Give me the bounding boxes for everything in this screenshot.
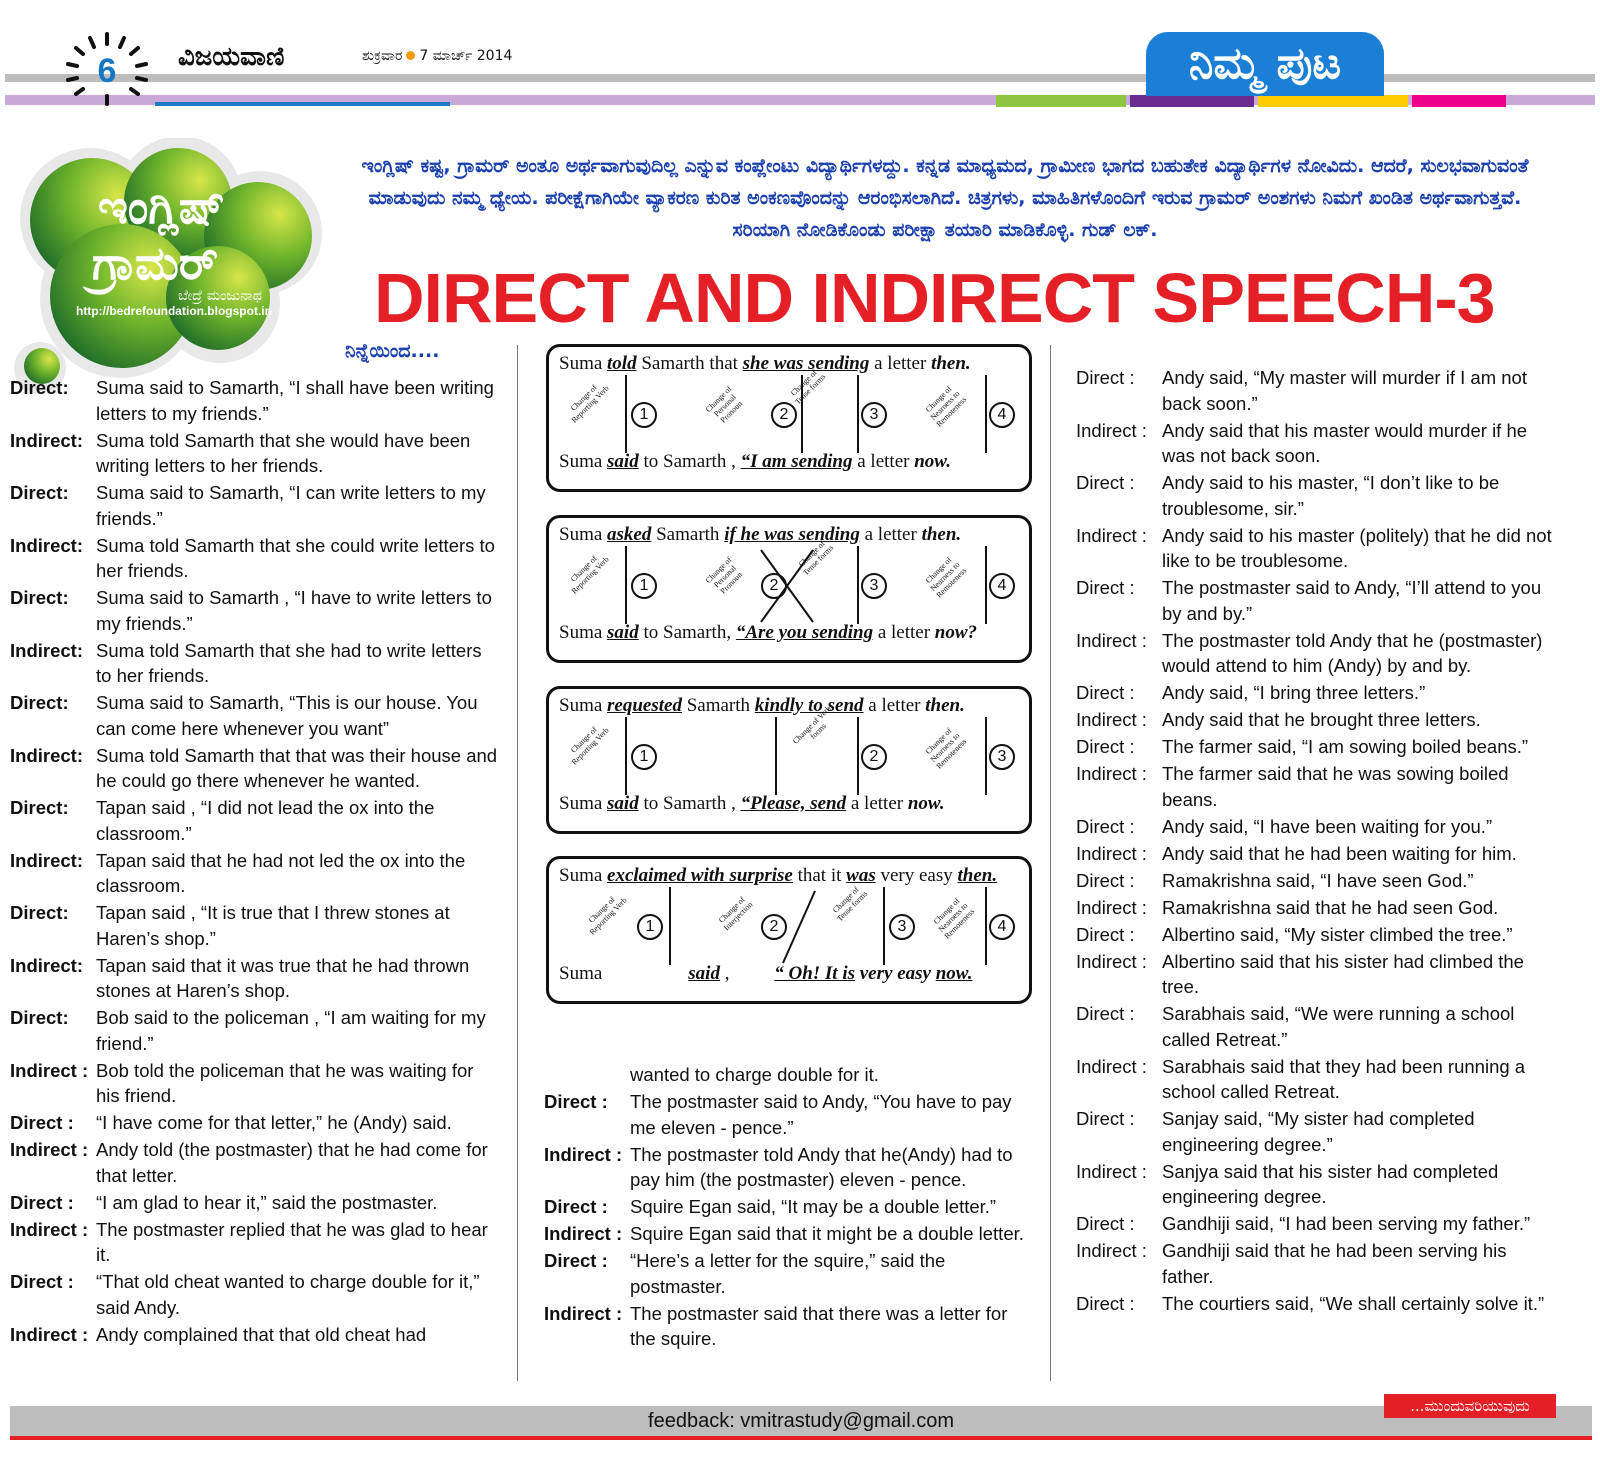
entry-text: Gandhiji said that he had been serving his father. xyxy=(1162,1240,1507,1287)
diagram-number: 2 xyxy=(761,914,787,940)
entry-text: Squire Egan said, “It may be a double letter.” xyxy=(630,1196,997,1217)
diagram-number: 3 xyxy=(861,402,887,428)
entry-label: Indirect : xyxy=(10,1139,89,1160)
indirect-entry xyxy=(10,638,500,689)
entry-text: Tapan said , “I did not lead the ox into the classroom.” xyxy=(96,797,435,844)
diagram-tag: Change of Interjection xyxy=(716,894,755,933)
entry-label: Indirect : xyxy=(1076,950,1147,972)
entry-label: Indirect: xyxy=(10,534,83,556)
diagram-number: 1 xyxy=(637,914,663,940)
diagram-tag: Change of Tense forms xyxy=(788,367,828,407)
indirect-entry xyxy=(1076,895,1560,921)
entry-label: Indirect : xyxy=(1076,1160,1147,1182)
entry-label: Indirect : xyxy=(1076,629,1147,651)
entry-text: The farmer said that he was sowing boiled beans. xyxy=(1162,763,1509,810)
entry-label: Indirect: xyxy=(10,639,83,661)
entry-label: Direct: xyxy=(10,587,69,608)
diagram-line xyxy=(625,375,627,453)
diagram-request xyxy=(546,686,1032,834)
entry-label: Indirect: xyxy=(10,429,83,451)
entry-text: The postmaster said to Andy, “You have to pay me eleven - pence.” xyxy=(630,1091,1012,1138)
entry-text: Sarabhais said, “We were running a school called Retreat.” xyxy=(1162,1003,1515,1050)
diagram-line xyxy=(775,717,777,795)
color-block-pink xyxy=(1412,95,1506,107)
page-number: 6 xyxy=(97,52,117,90)
header-blue-strip xyxy=(155,102,450,106)
entry-label: Direct : xyxy=(1076,682,1135,703)
direct-entry xyxy=(1076,680,1560,706)
entry-text: Andy complained that that old cheat had xyxy=(96,1323,427,1345)
entry-label: Indirect : xyxy=(1076,1240,1147,1261)
indirect-entry xyxy=(10,1322,500,1348)
entry-label: Indirect : xyxy=(10,1218,89,1240)
logo-author: ಬೇದ್ರೆ ಮಂಜುನಾಥ xyxy=(178,288,262,304)
direct-entry xyxy=(10,690,500,741)
feedback-footer: feedback: vmitrastudy@gmail.com xyxy=(10,1406,1592,1436)
indirect-entry xyxy=(1076,523,1560,574)
diagram-line xyxy=(625,717,627,795)
indirect-entry xyxy=(1076,761,1560,812)
entry-text: The postmaster told Andy that he(Andy) had to pay him (the postmaster) eleven - pence. xyxy=(630,1143,1013,1190)
indirect-entry xyxy=(10,428,500,479)
diagram-tag: Change of Personal Pronoun xyxy=(703,384,745,425)
entry-label: Direct : xyxy=(1076,367,1135,388)
entry-label: Direct : xyxy=(1076,1213,1135,1234)
entry-text: Suma told Samarth that she could write letters to her friends. xyxy=(96,534,495,581)
entry-text: Andy said to his master, “I don’t like to be troublesome, sir.” xyxy=(1162,472,1500,519)
diagram-number: 4 xyxy=(989,573,1015,599)
entry-text: Sarabhais said that they had been running a school called Retreat. xyxy=(1162,1055,1526,1102)
color-block-green xyxy=(996,95,1126,107)
diagram-tag: Change of Tense forms xyxy=(796,538,836,578)
indirect-entry xyxy=(10,1058,500,1109)
diagram-line xyxy=(857,546,859,624)
color-block-yellow xyxy=(1258,95,1408,107)
entry-text: Gandhiji said, “I had been serving my father.” xyxy=(1162,1213,1531,1234)
entry-text: Tapan said that he had not led the ox into the classroom. xyxy=(96,849,466,896)
entry-label: Indirect : xyxy=(1076,763,1147,784)
diagram-number: 1 xyxy=(631,402,657,428)
indirect-entry xyxy=(10,848,500,899)
diagram-bottom-sentence: Suma said , “ Oh! It is very easy now. xyxy=(559,963,973,984)
entry-label: Indirect : xyxy=(544,1143,623,1165)
diagram-tag: Change of Reporting Verb xyxy=(568,382,611,425)
direct-entry xyxy=(10,900,500,951)
entry-text: The courtiers said, “We shall certainly solve it.” xyxy=(1162,1292,1545,1314)
entry-text: Albertino said, “My sister climbed the tree.” xyxy=(1162,923,1513,945)
entry-text: “I am glad to hear it,” said the postmaster. xyxy=(96,1191,438,1213)
diagram-tag: Change of Nearness to Remoteness xyxy=(923,555,969,600)
entry-label: Indirect : xyxy=(1076,842,1147,864)
entry-label: Indirect : xyxy=(1076,709,1147,730)
direct-entry xyxy=(1076,868,1560,894)
diagram-top-sentence: Suma requested Samarth kindly to send a letter then. xyxy=(559,695,965,716)
direct-entry xyxy=(10,1190,500,1216)
logo-title-line1: ಇಂಗ್ಲಿಷ್ xyxy=(98,180,226,234)
entry-label: Direct : xyxy=(1076,736,1135,757)
direct-entry xyxy=(10,480,500,531)
diagram-tag: Change of Nearness to Remoteness xyxy=(923,384,969,429)
entry-label: Indirect: xyxy=(10,849,83,871)
entry-label: Indirect : xyxy=(1076,419,1147,441)
entry-label: Indirect : xyxy=(10,1323,89,1345)
diagram-tag: Change of Verb forms xyxy=(790,703,833,746)
direct-entry xyxy=(10,795,500,846)
direct-entry xyxy=(1076,470,1560,521)
entry-text: Tapan said , “It is true that I threw stones at Haren’s shop.” xyxy=(96,902,450,949)
diagram-top-sentence: Suma exclaimed with surprise that it was very easy then. xyxy=(559,865,998,886)
entry-label: Indirect : xyxy=(1076,1055,1147,1077)
entry-text: Sanjya said that his sister had completed engineering degree. xyxy=(1162,1160,1499,1207)
entry-label: Indirect : xyxy=(544,1223,623,1244)
direct-entry xyxy=(1076,922,1560,948)
entry-label: Direct : xyxy=(10,1271,74,1292)
diagram-number: 4 xyxy=(989,402,1015,428)
entry-label: Direct : xyxy=(1076,1003,1135,1024)
entry-text: Bob told the policeman that he was waiting for his friend. xyxy=(96,1059,474,1106)
indirect-entry xyxy=(1076,1054,1560,1105)
diagram-tag: Change of Reporting Verb xyxy=(586,894,629,937)
entry-text: Andy told (the postmaster) that he had come for that letter. xyxy=(96,1139,488,1186)
direct-entry xyxy=(1076,734,1560,760)
column-2-lead: wanted to charge double for it. xyxy=(630,1064,879,1085)
entry-text: The postmaster told Andy that he (postmaster) would attend to him (Andy) by and by. xyxy=(1162,629,1543,676)
entry-text: Suma said to Samarth, “I shall have been writing letters to my friends.” xyxy=(96,377,494,424)
continued-from-label: ನಿನ್ನೆಯಿಂದ.... xyxy=(345,340,440,362)
entry-text: “I have come for that letter,” he (Andy) said. xyxy=(96,1112,452,1133)
indirect-entry xyxy=(544,1142,1024,1193)
entry-label: Direct : xyxy=(10,1191,74,1213)
direct-entry xyxy=(1076,1291,1560,1317)
entry-text: Sanjay said, “My sister had completed engineering degree.” xyxy=(1162,1108,1475,1155)
indirect-entry xyxy=(1076,1159,1560,1210)
diagram-bottom-sentence: Suma said to Samarth, “Are you sending a letter now? xyxy=(559,622,978,643)
entry-label: Direct: xyxy=(10,797,69,818)
diagram-number: 4 xyxy=(989,914,1015,940)
direct-entry xyxy=(1076,814,1560,840)
direct-entry xyxy=(1076,1106,1560,1157)
dateline xyxy=(362,48,512,64)
entry-label: Direct : xyxy=(1076,1292,1135,1314)
diagram-top-sentence: Suma told Samarth that she was sending a letter then. xyxy=(559,353,971,374)
diagram-exclamation xyxy=(546,856,1032,1004)
diagram-line xyxy=(985,546,987,624)
direct-entry xyxy=(1076,365,1560,416)
diagram-line xyxy=(857,717,859,795)
diagram-number: 3 xyxy=(989,744,1015,770)
direct-entry xyxy=(10,1005,500,1056)
entry-text: Suma told Samarth that that was their house and he could go there whenever he wanted. xyxy=(96,744,498,791)
entry-label: Direct : xyxy=(544,1091,608,1112)
direct-entry xyxy=(1076,1001,1560,1052)
direct-entry xyxy=(544,1089,1024,1140)
diagram-line xyxy=(985,887,987,965)
entry-label: Direct: xyxy=(10,377,69,398)
indirect-entry xyxy=(1076,1238,1560,1289)
diagram-number: 2 xyxy=(761,573,787,599)
color-block-purple xyxy=(1130,95,1254,107)
diagram-number: 1 xyxy=(631,573,657,599)
diagram-tag: Change of Nearness to Remoteness xyxy=(923,726,969,771)
direct-entry xyxy=(544,1248,1024,1299)
entry-label: Indirect : xyxy=(544,1302,623,1324)
page-title: DIRECT AND INDIRECT SPEECH-3 xyxy=(374,259,1495,337)
entry-label: Direct : xyxy=(1076,577,1135,598)
direct-entry xyxy=(10,375,500,426)
entry-label: Direct : xyxy=(1076,472,1135,493)
indirect-entry xyxy=(1076,628,1560,679)
entry-label: Direct : xyxy=(544,1196,608,1217)
indirect-entry xyxy=(10,1217,500,1268)
diagram-line xyxy=(985,717,987,795)
direct-entry xyxy=(1076,575,1560,626)
entry-text: Suma said to Samarth, “I can write letters to my friends.” xyxy=(96,482,486,529)
entry-text: Andy said that he had been waiting for him. xyxy=(1162,842,1517,864)
entry-label: Direct : xyxy=(544,1250,608,1271)
diagram-number: 2 xyxy=(771,402,797,428)
diagram-bottom-sentence: Suma said to Samarth , “I am sending a letter now. xyxy=(559,451,952,472)
direct-entry xyxy=(1076,1211,1560,1237)
entry-text: The postmaster said to Andy, “I’ll attend to you by and by.” xyxy=(1162,577,1542,624)
indirect-entry xyxy=(1076,841,1560,867)
entry-text: Bob said to the policeman , “I am waiting for my friend.” xyxy=(96,1007,486,1054)
indirect-entry xyxy=(10,953,500,1004)
entry-text: “Here’s a letter for the squire,” said the postmaster. xyxy=(630,1250,946,1297)
column-3 xyxy=(1076,365,1560,1318)
entry-label: Indirect : xyxy=(10,1059,89,1081)
indirect-entry xyxy=(1076,707,1560,733)
indirect-entry xyxy=(1076,418,1560,469)
direct-entry xyxy=(10,585,500,636)
diagram-top-sentence: Suma asked Samarth if he was sending a letter then. xyxy=(559,524,962,545)
column-1 xyxy=(10,375,500,1349)
logo-url: http://bedrefoundation.blogspot.in xyxy=(76,304,272,318)
indirect-entry xyxy=(1076,949,1560,1000)
entry-text: Ramakrishna said that he had seen God. xyxy=(1162,896,1499,918)
dateline-day: ಶುಕ್ರವಾರ xyxy=(362,48,403,64)
column-divider-2 xyxy=(1050,345,1051,1381)
diagram-number: 2 xyxy=(861,744,887,770)
diagram-line xyxy=(625,546,627,624)
entry-text: Tapan said that it was true that he had thrown stones at Haren’s shop. xyxy=(96,954,470,1001)
indirect-entry xyxy=(10,743,500,794)
diagram-statement xyxy=(546,344,1032,492)
entry-label: Direct : xyxy=(1076,869,1135,891)
direct-entry xyxy=(544,1194,1024,1220)
diagram-tag: Change of Reporting Verb xyxy=(568,553,611,596)
entry-label: Direct: xyxy=(10,902,69,923)
column-divider-1 xyxy=(517,345,518,1381)
diagram-number: 3 xyxy=(889,914,915,940)
entry-label: Direct : xyxy=(1076,1108,1135,1129)
direct-entry xyxy=(10,1269,500,1320)
footer-red-rule xyxy=(10,1436,1592,1440)
entry-text: The postmaster replied that he was glad to hear it. xyxy=(96,1218,488,1265)
diagram-number: 1 xyxy=(631,744,657,770)
diagram-line xyxy=(857,375,859,453)
entry-label: Direct : xyxy=(10,1112,74,1133)
entry-label: Indirect : xyxy=(1076,524,1147,546)
entry-text: Andy said, “I have been waiting for you.” xyxy=(1162,815,1493,837)
entry-text: Suma told Samarth that she would have been writing letters to her friends. xyxy=(96,429,471,476)
dateline-dot xyxy=(406,51,415,60)
diagram-tag: Change of Reporting Verb xyxy=(568,724,611,767)
diagram-bottom-sentence: Suma said to Samarth , “Please, send a letter now. xyxy=(559,793,945,814)
direct-entry xyxy=(10,1110,500,1136)
entry-text: Ramakrishna said, “I have seen God.” xyxy=(1162,869,1474,891)
entry-text: The postmaster said that there was a letter for the squire. xyxy=(630,1302,1008,1349)
diagram-tag: Change of Nearness to Remoteness xyxy=(931,896,977,941)
entry-text: Suma told Samarth that she had to write letters to her friends. xyxy=(96,639,482,686)
entry-text: Andy said, “My master will murder if I am not back soon.” xyxy=(1162,367,1527,414)
entry-label: Direct : xyxy=(1076,815,1135,837)
entry-text: Squire Egan said that it might be a double letter. xyxy=(630,1223,1024,1244)
diagram-number: 3 xyxy=(861,573,887,599)
entry-text: The farmer said, “I am sowing boiled beans.” xyxy=(1162,736,1529,757)
logo-title-line2: ಗ್ರಾಮರ್ xyxy=(92,236,219,290)
diagram-question xyxy=(546,515,1032,663)
entry-label: Indirect: xyxy=(10,744,83,766)
entry-text: Andy said that he brought three letters. xyxy=(1162,709,1481,730)
entry-label: Direct: xyxy=(10,692,69,713)
entry-label: Indirect: xyxy=(10,954,83,976)
entry-label: Indirect : xyxy=(1076,896,1147,918)
entry-text: Suma said to Samarth , “I have to write letters to my friends.” xyxy=(96,587,492,634)
column-2 xyxy=(544,1089,1024,1353)
intro-paragraph: ಇಂಗ್ಲಿಷ್ ಕಷ್ಟ, ಗ್ರಾಮರ್ ಅಂತೂ ಅರ್ಥವಾಗುವುದಿಲ್ಲ ಎನ್ನುವ ಕಂಪ್ಲೇಂಟು ವಿದ್ಯಾರ್ಥಿಗಳದ್ದು. ಕನ್ನಡ ಮಾಧ್ಯಮದ, ಗ್ರಾಮೀಣ ಭಾಗದ ಬಹುತೇಕ ವಿದ್ಯಾರ್ಥಿಗಳ ನೋವಿದು. ಆದರೆ, ಸುಲಭವಾಗುವಂತೆ ಮಾಡುವುದು ನಮ್ಮ ಧ್ಯೇಯ. ಪರೀಕ್ಷೆಗಾಗಿಯೇ ವ್ಯಾಕರಣ ಕುರಿತ ಅಂಕಣವೊಂದನ್ನು ಆರಂಭಿಸಲಾಗಿದೆ. ಚಿತ್ರಗಳು, ಮಾಹಿತಿಗಳೊಂದಿಗೆ ಇರುವ ಗ್ರಾಮರ್ ಅಂಶಗಳು ನಿಮಗೆ ಖಂಡಿತ ಅರ್ಥವಾಗುತ್ತವೆ. ಸರಿಯಾಗಿ ನೋಡಿಕೊಂಡು ಪರೀಕ್ಷಾ ತಯಾರಿ ಮಾಡಿಕೊಳ್ಳಿ. ಗುಡ್ ಲಕ್. xyxy=(361,155,1529,241)
entry-label: Direct: xyxy=(10,1007,69,1028)
entry-text: “That old cheat wanted to charge double for it,” said Andy. xyxy=(96,1271,480,1318)
indirect-entry xyxy=(544,1301,1024,1352)
entry-text: Suma said to Samarth, “This is our house. You can come here whenever you want” xyxy=(96,692,478,739)
entry-label: Direct: xyxy=(10,482,69,503)
indirect-entry xyxy=(10,1137,500,1188)
diagram-tag: Change of Tense forms xyxy=(830,884,870,924)
section-flag: ನಿಮ್ಮ ಪುಟ xyxy=(1146,32,1384,96)
diagram-tag: Change of Personal Pronoun xyxy=(703,555,745,596)
entry-text: Andy said, “I bring three letters.” xyxy=(1162,682,1426,703)
entry-text: Albertino said that his sister had climbed the tree. xyxy=(1162,950,1524,997)
entry-text: Andy said to his master (politely) that he did not like to be troublesome. xyxy=(1162,524,1552,571)
diagram-line xyxy=(985,375,987,453)
entry-label: Direct : xyxy=(1076,923,1135,945)
entry-text: Andy said that his master would murder if he was not back soon. xyxy=(1162,419,1528,466)
dateline-date: 7 ಮಾರ್ಚ್ 2014 xyxy=(419,48,513,64)
diagram-slash-icon xyxy=(779,887,819,967)
diagram-line xyxy=(669,887,671,965)
diagram-line xyxy=(883,887,885,965)
indirect-entry xyxy=(544,1221,1024,1247)
indirect-entry xyxy=(10,533,500,584)
continued-tag: ...ಮುಂದುವರಿಯುವುದು xyxy=(1384,1394,1556,1418)
masthead-logo: ವಿಜಯವಾಣಿ xyxy=(178,42,285,72)
